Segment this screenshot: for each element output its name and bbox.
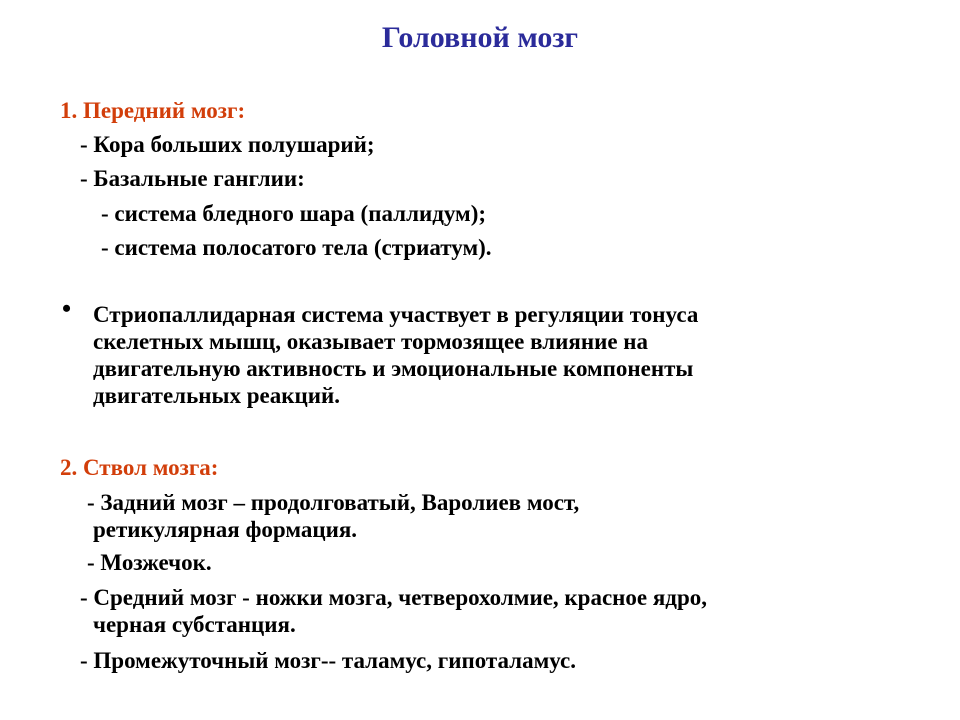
section2-item-hindbrain: - Задний мозг – продолговатый, Варолиев мост, xyxy=(87,490,580,515)
bullet-line: двигательную активность и эмоциональные компоненты xyxy=(93,356,694,381)
section2-item-cerebellum: - Мозжечок. xyxy=(87,550,212,575)
section1-item-pallidum: - система бледного шара (паллидум); xyxy=(101,201,487,226)
section1-heading: 1. Передний мозг: xyxy=(60,98,246,123)
bullet-icon: • xyxy=(62,294,72,323)
section2-item-diencephalon: - Промежуточный мозг-- таламус, гипоталамус. xyxy=(80,648,577,673)
bullet-line: скелетных мышц, оказывает тормозящее влияние на xyxy=(93,329,649,354)
section1-item-striatum: - система полосатого тела (стриатум). xyxy=(101,235,492,260)
section2-item-midbrain-cont: черная субстанция. xyxy=(93,612,296,637)
section1-item-cortex: - Кора больших полушарий; xyxy=(80,132,375,157)
bullet-line: Стриопаллидарная система участвует в регуляции тонуса xyxy=(93,302,699,327)
slide-title: Головной мозг xyxy=(381,21,579,54)
section2-item-midbrain: - Средний мозг - ножки мозга, четверохолмие, красное ядро, xyxy=(80,585,707,610)
section2-item-hindbrain-cont: ретикулярная формация. xyxy=(93,517,358,542)
section1-item-basal-ganglia: - Базальные ганглии: xyxy=(80,166,305,191)
section2-heading: 2. Ствол мозга: xyxy=(60,455,219,480)
bullet-paragraph xyxy=(93,301,913,409)
bullet-line: двигательных реакций. xyxy=(93,383,340,408)
